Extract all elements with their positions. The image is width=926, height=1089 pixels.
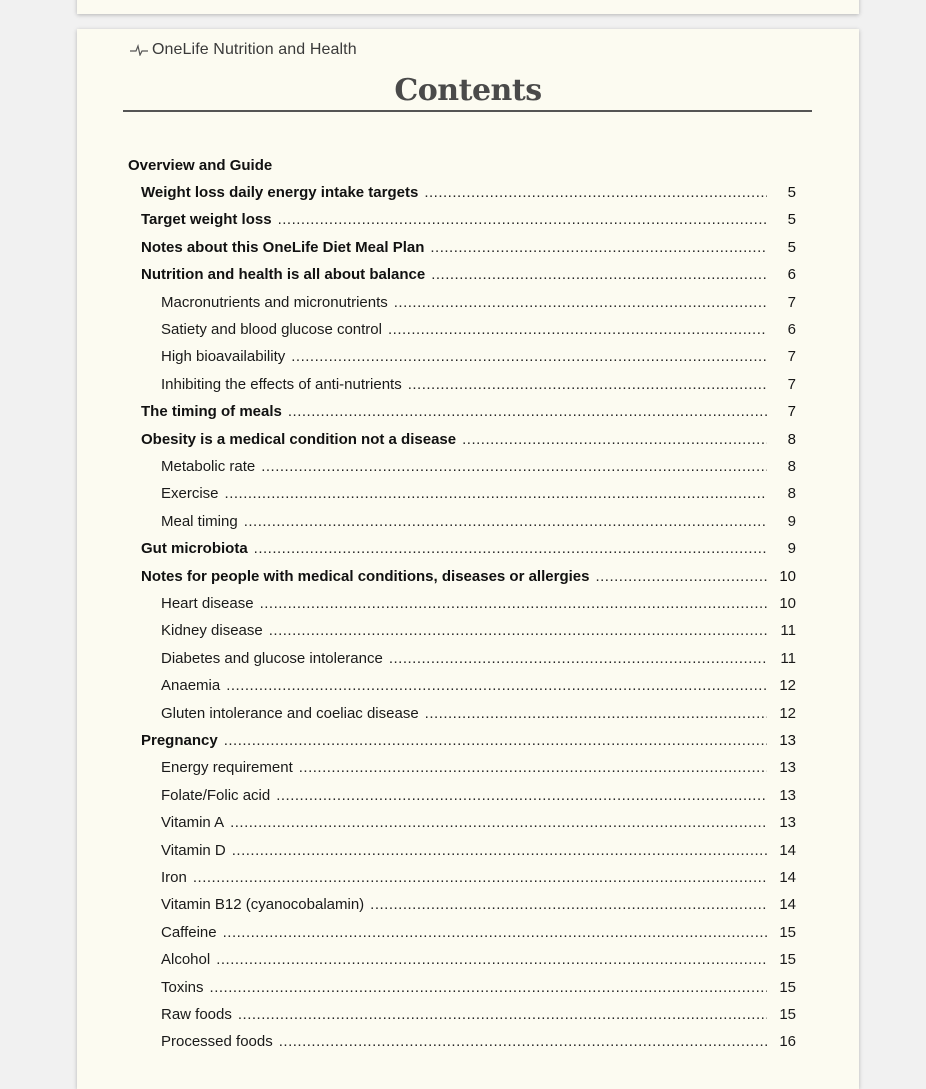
dot-leader [226, 677, 767, 694]
toc-entry-label: Alcohol [161, 951, 211, 969]
toc-entry-page-number: 13 [779, 786, 796, 804]
toc-entry[interactable] [141, 266, 796, 286]
toc-entry-label: Weight loss daily energy intake targets [141, 184, 419, 201]
toc-entry[interactable] [161, 896, 796, 916]
dot-leader [230, 814, 767, 831]
dot-leader [431, 266, 767, 283]
toc-entry[interactable] [141, 184, 796, 204]
dot-leader [279, 1033, 767, 1050]
toc-entry-page-number: 10 [779, 595, 796, 612]
toc-entry-label: Gut microbiota [141, 540, 248, 558]
dot-leader [193, 869, 767, 886]
toc-entry-page-number: 8 [787, 430, 796, 448]
toc-entry-label: Macronutrients and micronutrients [161, 293, 388, 311]
toc-entry-page-number: 9 [787, 540, 796, 558]
toc-entry-label: Pregnancy [141, 732, 218, 749]
toc-entry-page-number: 8 [787, 458, 796, 475]
dot-leader [424, 184, 767, 201]
toc-entry[interactable] [141, 568, 796, 588]
toc-entry[interactable] [161, 321, 796, 341]
toc-entry-label: Gluten intolerance and coeliac disease [161, 704, 419, 722]
toc-entry-label: Target weight loss [141, 211, 272, 229]
toc-entry[interactable] [161, 979, 796, 999]
toc-entry-label: Folate/Folic acid [161, 786, 271, 804]
toc-entry[interactable] [161, 1006, 796, 1026]
dot-leader [299, 759, 767, 776]
toc-entry[interactable] [161, 787, 796, 807]
toc-entry[interactable] [141, 403, 796, 423]
toc-entry-label: Raw foods [161, 1006, 232, 1023]
dot-leader [269, 622, 767, 639]
brand-name: OneLife Nutrition and Health [152, 41, 357, 58]
toc-entry-page-number: 8 [787, 485, 796, 503]
toc-entry-page-number: 5 [787, 238, 796, 256]
toc-entry-page-number: 13 [779, 732, 796, 749]
toc-entry-label: Notes for people with medical conditions, diseases or allergies [141, 567, 590, 585]
toc-entry-page-number: 15 [779, 923, 796, 941]
dot-leader [288, 403, 767, 420]
toc-entry-label: Satiety and blood glucose control [161, 321, 382, 338]
toc-entry-label: Toxins [161, 978, 204, 996]
toc-entry[interactable] [141, 540, 796, 560]
previous-page-edge [77, 0, 859, 14]
toc-entry-label: Caffeine [161, 923, 217, 941]
dot-leader [224, 732, 767, 749]
dot-leader [238, 1006, 767, 1023]
toc-entry-label: Iron [161, 869, 187, 886]
dot-leader [232, 842, 767, 859]
toc-entry[interactable] [161, 376, 796, 396]
brand-header [130, 41, 357, 59]
toc-entry-page-number: 12 [779, 677, 796, 695]
dot-leader [291, 348, 767, 365]
dot-leader [389, 650, 767, 667]
toc-entry[interactable] [161, 951, 796, 971]
toc-entry-page-number: 14 [779, 896, 796, 914]
toc-entry-label: Vitamin A [161, 814, 225, 832]
toc-entry-label: Anaemia [161, 677, 221, 695]
pulse-icon [130, 44, 148, 56]
dot-leader [394, 294, 767, 311]
toc-entry-label: Nutrition and health is all about balance [141, 266, 426, 284]
toc-entry-page-number: 7 [787, 348, 796, 366]
toc-entry[interactable] [161, 513, 796, 533]
toc-entry-page-number: 13 [779, 759, 796, 777]
toc-entry[interactable] [161, 485, 796, 505]
toc-entry-page-number: 9 [787, 512, 796, 530]
toc-entry-label: Metabolic rate [161, 458, 256, 475]
toc-entry[interactable] [161, 622, 796, 642]
toc-entry[interactable] [161, 759, 796, 779]
dot-leader [244, 513, 767, 530]
toc-entry-label: Heart disease [161, 595, 254, 612]
toc-entry-page-number: 16 [779, 1033, 796, 1051]
dot-leader [462, 431, 767, 448]
dot-leader [260, 595, 767, 612]
dot-leader [388, 321, 767, 338]
contents-page [77, 29, 859, 1089]
toc-entry-label: Notes about this OneLife Diet Meal Plan [141, 238, 425, 256]
toc-entry[interactable] [161, 595, 796, 615]
dot-leader [261, 458, 767, 475]
toc-entry-page-number: 12 [779, 704, 796, 722]
toc-entry[interactable] [161, 869, 796, 889]
toc-entry-label: Diabetes and glucose intolerance [161, 649, 383, 667]
toc-entry[interactable] [141, 239, 796, 259]
toc-entry-label: Inhibiting the effects of anti-nutrients [161, 375, 402, 393]
dot-leader [430, 239, 767, 256]
toc-entry[interactable] [161, 705, 796, 725]
page-title: Contents [394, 73, 542, 108]
toc-entry-page-number: 15 [779, 1006, 796, 1023]
dot-leader [254, 540, 767, 557]
toc-entry[interactable] [161, 842, 796, 862]
toc-entry[interactable] [161, 677, 796, 697]
toc-entry[interactable] [141, 732, 796, 752]
toc-entry[interactable] [161, 294, 796, 314]
toc-entry[interactable] [161, 458, 796, 478]
toc-entry-page-number: 7 [787, 403, 796, 421]
toc-entry-label: Vitamin B12 (cyanocobalamin) [161, 896, 365, 914]
toc-entry-label: Energy requirement [161, 759, 293, 777]
toc-entry-label: Kidney disease [161, 622, 263, 640]
toc-entry[interactable] [161, 1033, 796, 1053]
toc-entry[interactable] [161, 924, 796, 944]
toc-entry-label: Obesity is a medical condition not a disease [141, 430, 457, 448]
dot-leader [408, 376, 767, 393]
toc-section-heading: Overview and Guide [128, 157, 273, 174]
dot-leader [216, 951, 767, 968]
toc-entry-page-number: 14 [779, 841, 796, 859]
toc-entry-page-number: 11 [780, 649, 796, 667]
toc-entry-label: Processed foods [161, 1033, 273, 1051]
toc-entry-page-number: 7 [787, 375, 796, 393]
dot-leader [276, 787, 767, 804]
toc-entry-page-number: 6 [787, 321, 796, 338]
toc-entry-page-number: 10 [779, 567, 796, 585]
toc-entry[interactable] [141, 211, 796, 231]
toc-entry-label: Meal timing [161, 512, 238, 530]
toc-entry[interactable] [141, 431, 796, 451]
toc-entry-page-number: 5 [787, 184, 796, 201]
title-divider [123, 110, 812, 112]
toc-entry-label: The timing of meals [141, 403, 282, 421]
dot-leader [370, 896, 767, 913]
toc-entry-label: Exercise [161, 485, 219, 503]
toc-entry-label: High bioavailability [161, 348, 286, 366]
dot-leader [223, 924, 767, 941]
toc-entry[interactable] [161, 814, 796, 834]
dot-leader [595, 568, 767, 585]
dot-leader [210, 979, 767, 996]
toc-entry-label: Vitamin D [161, 841, 226, 859]
toc-entry-page-number: 6 [787, 266, 796, 284]
dot-leader [278, 211, 767, 228]
toc-entry-page-number: 15 [779, 951, 796, 969]
toc-entry-page-number: 11 [780, 622, 796, 640]
toc-entry-page-number: 13 [779, 814, 796, 832]
toc-entry-page-number: 15 [779, 978, 796, 996]
toc-entry[interactable] [161, 650, 796, 670]
toc-entry-page-number: 7 [787, 293, 796, 311]
toc-entry[interactable] [161, 348, 796, 368]
dot-leader [425, 705, 767, 722]
dot-leader [225, 485, 767, 502]
toc-entry-page-number: 5 [787, 211, 796, 229]
toc-entry-page-number: 14 [779, 869, 796, 886]
